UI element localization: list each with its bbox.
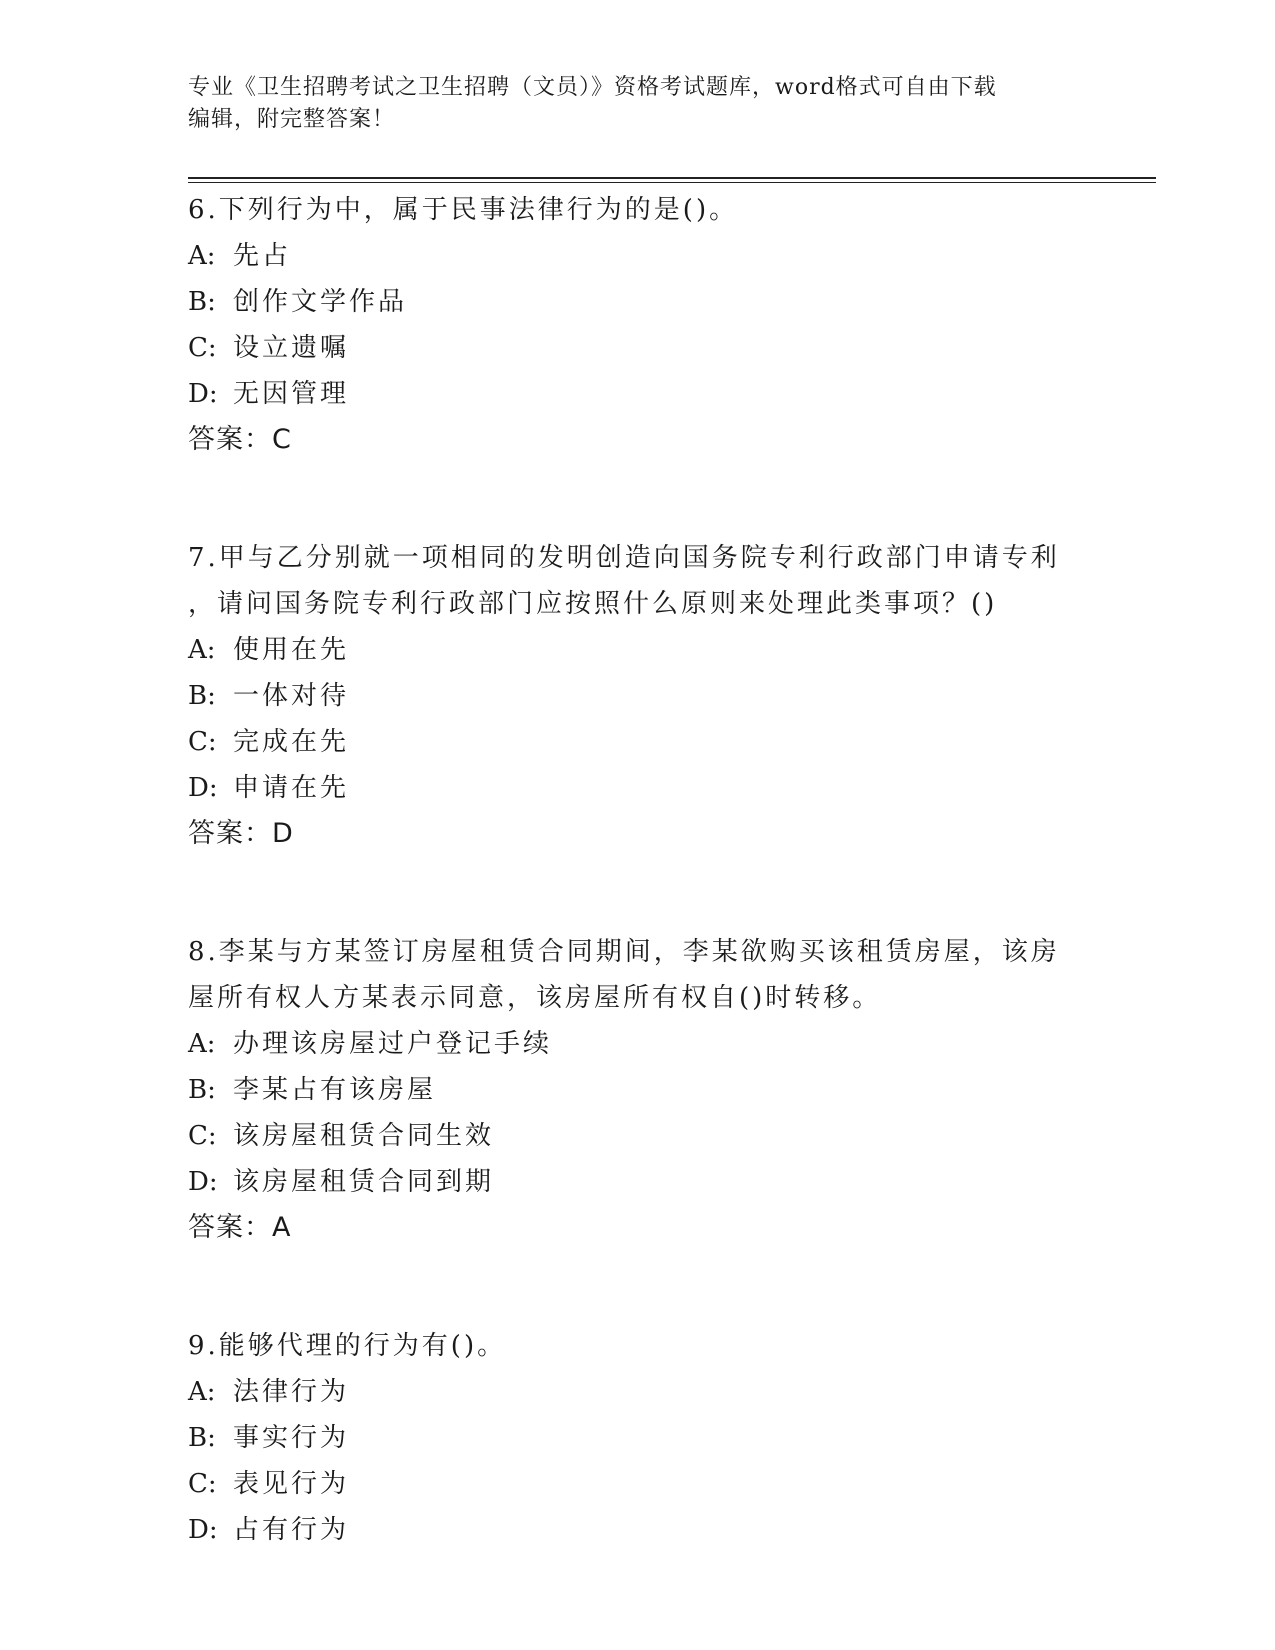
option-key: D: — [188, 773, 218, 803]
option-text: 办理该房屋过户登记手续 — [233, 1029, 553, 1059]
option-key: D: — [188, 1167, 218, 1197]
option-text: 事实行为 — [233, 1423, 350, 1453]
option-key: C: — [188, 1469, 217, 1499]
option-text: 创作文学作品 — [233, 287, 408, 317]
option-d — [188, 1159, 1088, 1205]
answer-label: 答案：D — [188, 818, 294, 849]
option-key: B: — [188, 1075, 216, 1105]
document-header — [188, 72, 1088, 136]
option-c — [188, 1461, 1088, 1507]
option-key: D: — [188, 1515, 218, 1545]
header-line-2: 编辑，附完整答案！ — [188, 107, 396, 132]
option-c — [188, 719, 1088, 765]
option-key: C: — [188, 1121, 217, 1151]
answer-label: 答案：C — [188, 424, 292, 455]
option-text: 完成在先 — [233, 727, 350, 757]
option-c — [188, 1113, 1088, 1159]
option-text: 占有行为 — [233, 1515, 350, 1545]
option-key: B: — [188, 681, 216, 711]
answer-label: 答案：A — [188, 1212, 292, 1243]
question-stem-line-2: ，请问国务院专利行政部门应按照什么原则来处理此类事项？() — [188, 589, 998, 619]
option-key: B: — [188, 287, 216, 317]
option-d — [188, 765, 1088, 811]
option-text: 无因管理 — [233, 379, 350, 409]
option-key: D: — [188, 379, 218, 409]
question-6 — [188, 187, 1088, 463]
header-divider-thin — [188, 182, 1156, 183]
question-stem-line-1: 8.李某与方某签订房屋租赁合同期间，李某欲购买该租赁房屋，该房 — [188, 937, 1060, 967]
option-text: 使用在先 — [233, 635, 350, 665]
option-text: 该房屋租赁合同生效 — [233, 1121, 495, 1151]
option-a — [188, 627, 1088, 673]
option-key: C: — [188, 727, 217, 757]
option-text: 设立遗嘱 — [233, 333, 350, 363]
option-d — [188, 371, 1088, 417]
option-b — [188, 279, 1088, 325]
option-key: A: — [188, 241, 216, 271]
option-d — [188, 1507, 1088, 1553]
question-stem: 6.下列行为中，属于民事法律行为的是()。 — [188, 195, 739, 225]
option-key: A: — [188, 1377, 216, 1407]
question-list — [188, 187, 1088, 1553]
question-stem-line-1: 7.甲与乙分别就一项相同的发明创造向国务院专利行政部门申请专利 — [188, 543, 1060, 573]
question-stem: 9.能够代理的行为有()。 — [188, 1331, 507, 1361]
header-line-1: 专业《卫生招聘考试之卫生招聘（文员）》资格考试题库，word格式可自由下载 — [188, 75, 997, 100]
option-a — [188, 1369, 1088, 1415]
question-stem-line-2: 屋所有权人方某表示同意，该房屋所有权自()时转移。 — [188, 983, 882, 1013]
question-7 — [188, 535, 1088, 857]
option-text: 李某占有该房屋 — [233, 1075, 437, 1105]
option-a — [188, 1021, 1088, 1067]
option-text: 申请在先 — [233, 773, 350, 803]
question-9 — [188, 1323, 1088, 1553]
option-key: A: — [188, 635, 216, 665]
option-key: B: — [188, 1423, 216, 1453]
option-b — [188, 1067, 1088, 1113]
option-b — [188, 1415, 1088, 1461]
option-key: A: — [188, 1029, 216, 1059]
option-c — [188, 325, 1088, 371]
header-divider-thick — [188, 177, 1156, 179]
option-text: 该房屋租赁合同到期 — [233, 1167, 495, 1197]
option-key: C: — [188, 333, 217, 363]
question-8 — [188, 929, 1088, 1251]
option-text: 表见行为 — [233, 1469, 350, 1499]
option-a — [188, 233, 1088, 279]
option-text: 先占 — [233, 241, 292, 271]
option-text: 一体对待 — [233, 681, 350, 711]
option-b — [188, 673, 1088, 719]
option-text: 法律行为 — [233, 1377, 350, 1407]
